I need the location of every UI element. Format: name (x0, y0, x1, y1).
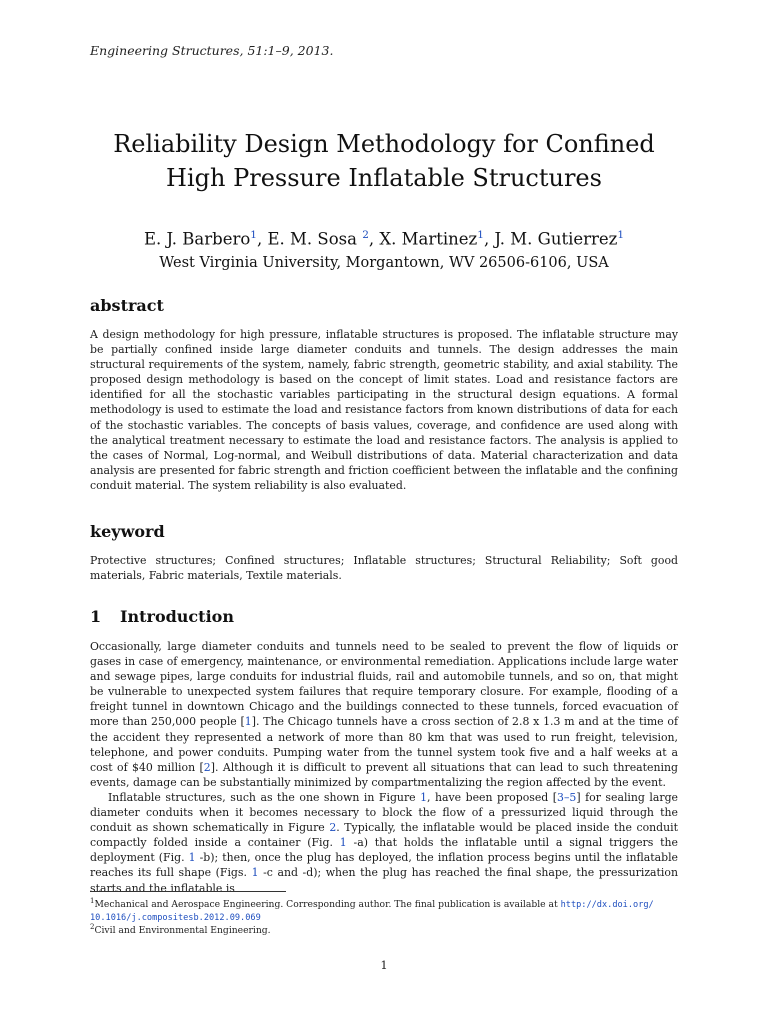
author-name: E. J. Barbero (143, 229, 251, 249)
author-affiliation-mark[interactable]: 2 (362, 229, 369, 241)
doi-link-continued[interactable]: 10.1016/j.compositesb.2012.09.069 (90, 912, 261, 923)
text-run: . Typically, the inflatable would be placed inside the conduit compactly folded inside a container (Fig. (90, 821, 678, 850)
page-number: 1 (380, 958, 388, 972)
author-name: X. Martinez (379, 229, 478, 249)
text-run: ]. The Chicago tunnels have a cross section of 2.8 x 1.3 m and at the time of the accident they represented a network of more than 80 km that was used to run freight, television, telephone, and power conduits. Pumping water from the tunnel system took five and a half weeks at a cost of $40 million [ (90, 715, 678, 774)
text-run: , have been proposed [ (427, 790, 558, 804)
footnote-mark: 2 (90, 923, 95, 931)
introduction-body (90, 639, 678, 896)
journal-citation: Engineering Structures, 51:1–9, 2013. (90, 43, 334, 58)
footnote-text: Civil and Environmental Engineering. (94, 925, 271, 937)
figure-link[interactable]: 1 (251, 866, 259, 880)
keyword-body: Protective structures; Confined structures; Inflatable structures; Structural Reliability; Soft good materials, Fabric materials, Textile materials. (90, 554, 678, 583)
author-name: J. M. Gutierrez (494, 229, 618, 249)
author-list (60, 229, 708, 249)
author-affiliation-mark[interactable]: 1 (477, 229, 484, 241)
footnote-2 (90, 921, 680, 938)
footnote-mark: 1 (90, 897, 95, 905)
abstract-body: A design methodology for high pressure, inflatable structures is proposed. The inflatable structure may be partially confined inside large diameter conduits and tunnels. The design addresses the main structural requirements of the system, namely, fabric strength, geometric stability, and axial stability. The proposed design methodology is based on the concept of limit states. Load and resistance factors are identified for all the stochastic variables participating in the structural design equations. A formal methodology is used to estimate the load and resistance factors from known distributions of data for each of the stochastic variables. The concepts of basis values, coverage, and confidence are used along with the analytical treatment necessary to estimate the load and resistance factors. The analysis is applied to the cases of Normal, Log-normal, and Weibull distributions of data. Material characterization and data analysis are presented for fabric strength and friction coefficient between the inflatable and the confining conduit material. The system reliability is also evaluated. (90, 328, 678, 492)
text-run: -a) that holds the inflatable until a signal triggers the deployment (Fig. (90, 836, 678, 865)
figure-link[interactable]: 1 (188, 851, 196, 865)
footnote-rule (90, 891, 286, 892)
footnote-text: Mechanical and Aerospace Engineering. Corresponding author. The final publication is available at (94, 899, 561, 911)
section-title: Introduction (120, 607, 234, 626)
title-line-1: Reliability Design Methodology for Confined (113, 130, 655, 158)
citation-link[interactable]: 2 (203, 760, 211, 774)
author-separator: , (368, 229, 380, 249)
text-run: Occasionally, large diameter conduits and tunnels need to be sealed to prevent the flow of liquids or gases in case of emergency, maintenance, or environmental remediation. Applications include large water and sewage pipes, large conduits for industrial fluids, rail and automobile tunnels, and so on, that might be vulnerable to unexpected system failures that require temporary closure. For example, flooding of a freight tunnel in downtown Chicago and the buildings connected to these tunnels, forced evacuation of more than 250,000 people [ (90, 640, 678, 729)
citation-link[interactable]: 3–5 (557, 790, 577, 804)
text-run: Inflatable structures, such as the one shown in Figure (108, 790, 421, 804)
intro-paragraph-1 (90, 639, 678, 790)
author-name: E. M. Sosa (267, 229, 363, 249)
figure-link[interactable]: 2 (329, 821, 337, 835)
text-run: -b); then, once the plug has deployed, the inflation process begins until the inflatable reaches its full shape (Figs. (90, 851, 678, 880)
text-run: ] for sealing large diameter conduits when it becomes necessary to block the flow of a pressurized liquid through the conduit as shown schematically in Figure (90, 790, 678, 835)
paper-title (60, 127, 708, 195)
abstract-heading: abstract (90, 296, 164, 315)
figure-link[interactable]: 1 (339, 836, 347, 850)
text-run: -c and -d); when the plug has reached the final shape, the pressurization starts and the inflatable is (90, 866, 678, 895)
section-number: 1 (90, 607, 102, 626)
author-separator: , (256, 229, 268, 249)
author-affiliation-mark[interactable]: 1 (617, 229, 625, 241)
affiliation: West Virginia University, Morgantown, WV 26506-6106, USA (159, 255, 609, 271)
doi-link[interactable]: http://dx.doi.org/ (560, 900, 654, 911)
introduction-heading (90, 607, 234, 626)
author-separator: , (483, 229, 495, 249)
citation-link[interactable]: 1 (244, 715, 252, 729)
footnote-1 (90, 895, 680, 924)
author-affiliation-mark[interactable]: 1 (250, 229, 257, 241)
figure-link[interactable]: 1 (420, 790, 428, 804)
intro-paragraph-2 (90, 790, 678, 896)
keyword-heading: keyword (90, 522, 165, 541)
text-run: ]. Although it is difficult to prevent all situations that can lead to such threatening events, damage can be substantially minimized by compartmentalizing the region affected by the event. (90, 760, 678, 789)
title-line-2: High Pressure Inflatable Structures (166, 164, 602, 192)
